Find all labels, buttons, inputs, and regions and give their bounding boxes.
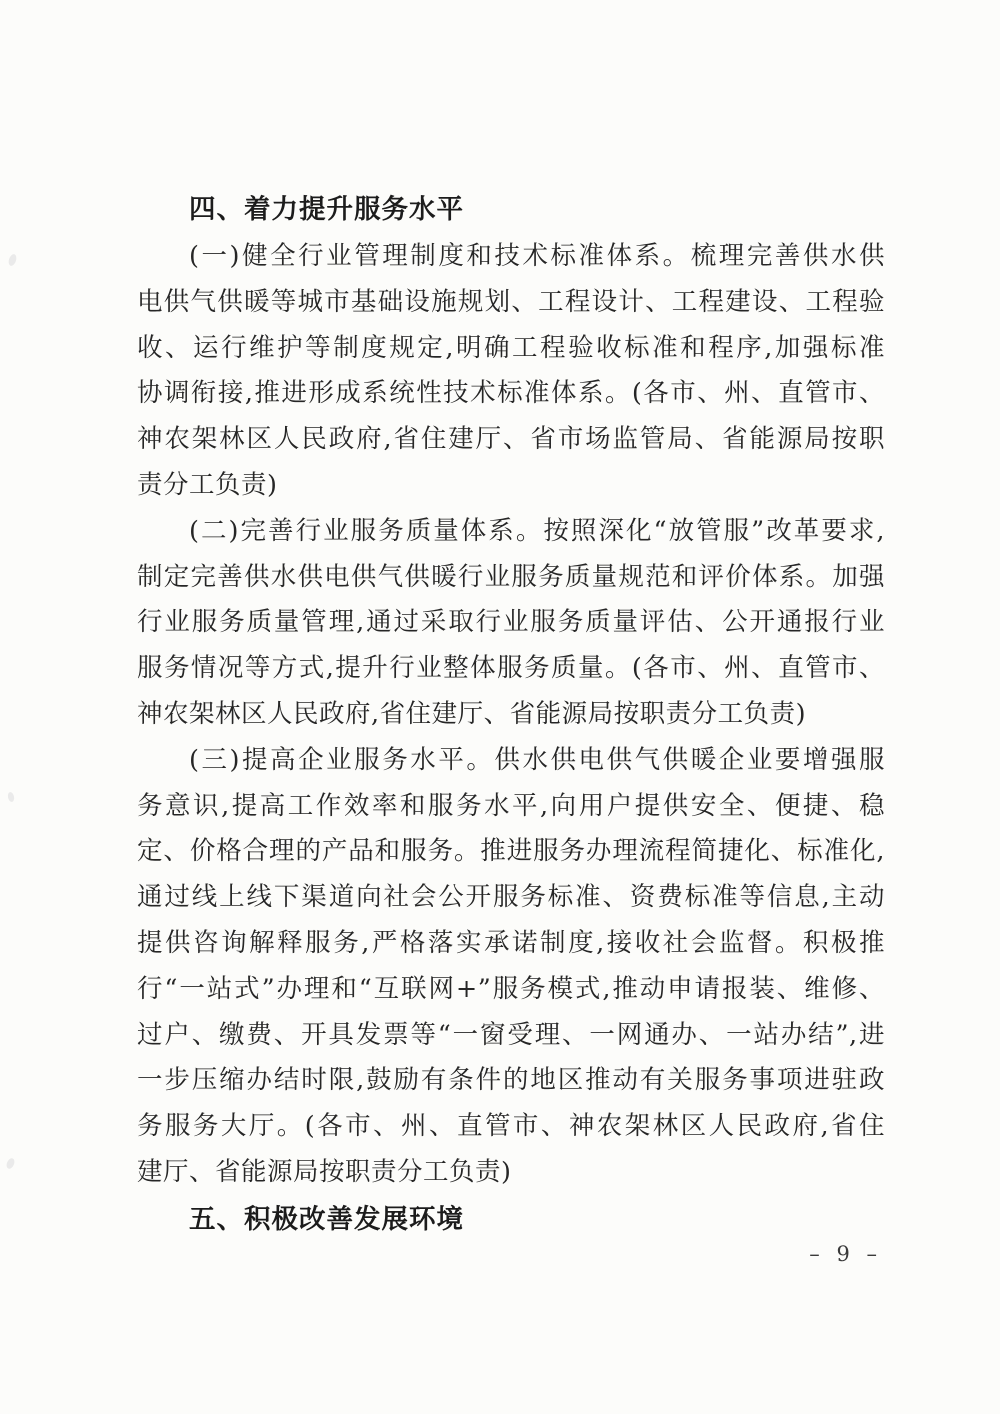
para-2-line-3: 行业服务质量管理,通过采取行业服务质量评估、公开通报行业 — [137, 607, 885, 638]
para-3-line-4: 通过线上线下渠道向社会公开服务标准、资费标准等信息,主动 — [137, 882, 885, 913]
scan-artifact — [7, 791, 15, 802]
para-3-line-1: (三)提高企业服务水平。供水供电供气供暖企业要增强服 — [189, 744, 885, 775]
document-body — [137, 186, 885, 1244]
para-1-line-6: 责分工负责) — [137, 469, 278, 500]
para-1-line-2: 电供气供暖等城市基础设施规划、工程设计、工程建设、工程验 — [137, 286, 885, 317]
para-3-line-6: 行“一站式”办理和“互联网+”服务模式,推动申请报装、维修、 — [137, 973, 885, 1004]
section-heading-4: 四、着力提升服务水平 — [189, 194, 464, 225]
scan-artifact — [7, 253, 17, 267]
para-3-line-9: 务服务大厅。(各市、州、直管市、神农架林区人民政府,省住 — [137, 1111, 885, 1142]
para-3-line-2: 务意识,提高工作效率和服务水平,向用户提供安全、便捷、稳 — [137, 790, 885, 821]
para-1-line-3: 收、运行维护等制度规定,明确工程验收标准和程序,加强标准 — [137, 332, 885, 363]
page-number: – 9 – — [809, 1242, 882, 1266]
para-1-line-1: (一)健全行业管理制度和技术标准体系。梳理完善供水供 — [189, 241, 885, 271]
para-2-line-1: (二)完善行业服务质量体系。按照深化“放管服”改革要求, — [189, 515, 885, 546]
para-3-line-7: 过户、缴费、开具发票等“一窗受理、一网通办、一站办结”,进 — [137, 1019, 885, 1050]
para-3-line-5: 提供咨询解释服务,严格落实承诺制度,接收社会监督。积极推 — [137, 927, 885, 958]
para-3-line-8: 一步压缩办结时限,鼓励有条件的地区推动有关服务事项进驻政 — [137, 1065, 885, 1096]
scan-artifact — [5, 1157, 16, 1170]
para-2-line-4: 服务情况等方式,提升行业整体服务质量。(各市、州、直管市、 — [137, 653, 885, 684]
para-2-line-2: 制定完善供水供电供气供暖行业服务质量规范和评价体系。加强 — [137, 561, 885, 592]
section-heading-5: 五、积极改善发展环境 — [189, 1203, 464, 1235]
para-3-line-10: 建厅、省能源局按职责分工负责) — [137, 1156, 512, 1187]
para-1-line-4: 协调衔接,推进形成系统性技术标准体系。(各市、州、直管市、 — [137, 378, 885, 409]
para-1-line-5: 神农架林区人民政府,省住建厅、省市场监管局、省能源局按职 — [137, 424, 885, 455]
para-3-line-3: 定、价格合理的产品和服务。推进服务办理流程简捷化、标准化, — [137, 836, 885, 867]
para-2-line-5: 神农架林区人民政府,省住建厅、省能源局按职责分工负责) — [137, 698, 807, 729]
